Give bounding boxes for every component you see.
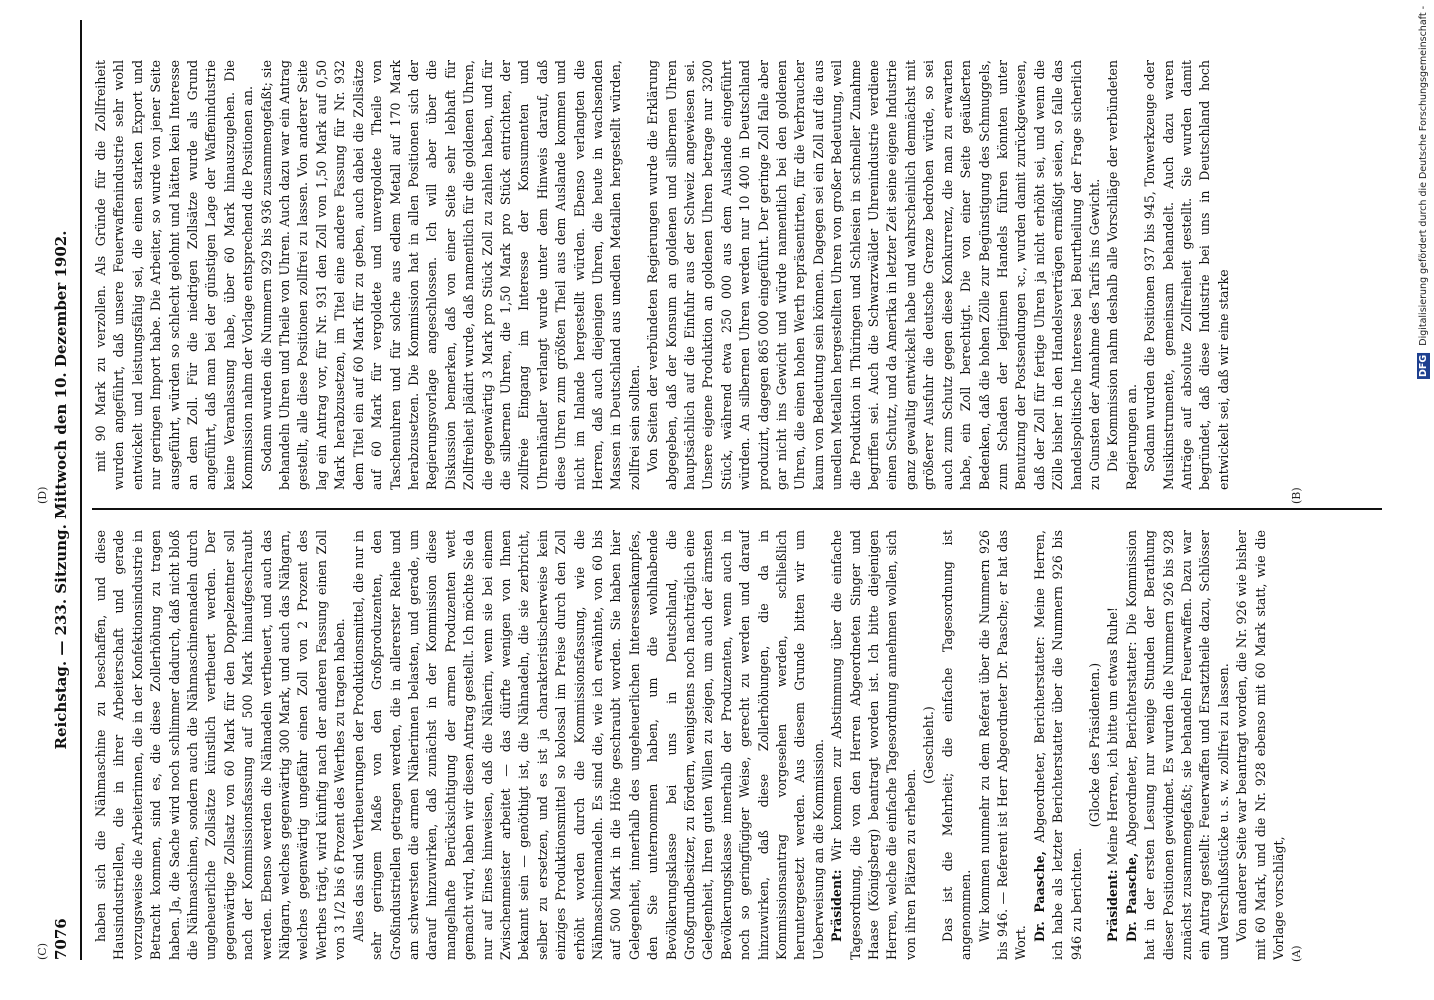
paragraph: Die Kommission nahm deshalb alle Vorschläge der verbündeten Regierungen an. [1105,60,1139,490]
stage-direction: (Glocke des Präsidenten.) [1086,662,1102,828]
dfg-badge: DFG [1418,354,1429,377]
left-column [92,530,1382,960]
paragraph: Von Seiten der verbündeten Regierungen wurde die Erklärung abgegeben, daß der Konsum an goldenen und silbernen Uhren hauptsächlich auf die Einfuhr aus der Schweiz angewiesen sei. Unsere eigene Produktion an goldenen Uhren betrage nur 3200 Stück, während etwa 250 000 aus dem Auslande eingeführt würden. An silbernen Uhren werden nur 10 400 in Deutschland produzirt, dagegen 865 000 eingeführt. Der geringe Zoll falle aber gar nicht ins Gewicht und würde namentlich bei den goldenen Uhren, die einen hohen Werth repräsentirten, für die Verbraucher kaum von Bedeutung sein können. Dagegen sei ein Zoll auf die aus unedlen Metallen hergestellten Uhren von großer Bedeutung, weil die Produktion in Thüringen und Schlesien in schneller Zunahme begriffen sei. Auch die Schwarzwälder Uhrenindustrie verdiene einen Schutz, und da Amerika in letzter Zeit seine eigene Industrie ganz gewaltig entwickelt habe und wahrscheinlich demnächst mit größerer Ausfuhr die deutsche Grenze bedrohen würde, so sei auch zum Schutz gegen diese Konkurrenz, die man zu erwarten habe, ein Zoll berechtigt. Die von einer Seite geäußerten Bedenken, daß die hohen Zölle zur Begünstigung des Schmuggels, zum Schaden der legitimen Handels führen könnten unter Benutzung der Postsendungen ꝛc., wurden damit zurückgewiesen, daß der Zoll für fertige Uhren ja nicht erhöht sei, und wenn die Zölle bisher in den Handelsverträgen ermäßigt seien, so falle das handelspolitische Interesse bei Beurtheilung der Frage sicherlich zu Gunsten der Annahme des Tarifs ins Gewicht. [645,60,1102,490]
paragraph: Wir kommen nunmehr zu dem Referat über die Nummern 926 bis 946. — Referent ist Herr Abgeordneter Dr. Paasche; er hat das Wort. [976,530,1029,960]
digitization-notice [1417,6,1430,379]
margin-marker-d: (D) [36,486,49,504]
margin-marker-c: (C) [36,943,49,960]
margin-marker-b: (B) [1290,487,1303,504]
stage-direction: (Geschieht.) [921,706,937,784]
page-number: 7076 [52,918,70,960]
right-column [92,60,1382,490]
paragraph: haben sich die Nähmaschine zu beschaffen, und diese Hausindustriellen, die in ihrer Arbeiterschaft und gerade vorzugsweise die Arbeiterinnen, die in der Konfektionsindustrie in Betracht kommen, sind es, die diese Zollerhöhung zu tragen haben. Ja, die Sache wird noch schlimmer dadurch, daß nicht bloß die Nähmaschinen, sondern auch die Nähmaschinennadeln durch ungeheuerliche Zollsätze künstlich vertheuert werden. Der gegenwärtige Zollsatz von 60 Mark für den Doppelzentner soll nach der Kommissionsfassung auf 500 Mark hinaufgeschraubt werden. Ebenso werden die Nähnadeln vertheuert, und auch das Nähgarn, welches gegenwärtig 300 Mark, und auch das Nähgarn, welches gegenwärtig ungefähr einen Zoll von 2 Prozent des Werthes trägt, wird künftig nach der anderen Fassung einen Zoll von 3 1/2 bis 6 Prozent des Werthes zu tragen haben. [93,530,348,960]
paragraph: Von anderer Seite war beantragt worden, die Nr. 926 wie bisher mit 60 Mark, und die Nr. 928 ebenso mit 60 Mark statt, wie die Vorlage vorschlägt, [1234,530,1286,960]
speaker-name: Präsident: [829,869,845,942]
running-title: Reichstag. — 233. Sitzung. Mittwoch den 10. Dezember 1902. [52,230,70,750]
paragraph: Sodann wurden die Nummern 929 bis 936 zusammengefaßt; sie behandeln Uhren und Theile von Uhren. Auch dazu war ein Antrag gestellt, alle diese Positionen zollfrei zu lassen. Von anderer Seite lag ein Antrag vor, für Nr. 931 den Zoll von 1,50 Mark auf 0,50 Mark herabzusetzen, im Titel eine andere Fassung für Nr. 932 dem Titel ein auf 60 Mark für zu geben, auch dabei die Zollsätze auf 60 Mark für vergoldete und unvergoldete Theile von Taschenuhren und für solche aus edlem Metall auf 170 Mark herabzusetzen. Die Kommission hat in allen Positionen sich der Regierungsvorlage angeschlossen. Ich will aber über die Diskussion bemerken, daß von einer Seite sehr lebhaft für Zollfreiheit plädirt wurde, daß namentlich für die goldenen Uhren, die gegenwärtig 3 Mark pro Stück Zoll zu zahlen haben, und für die silbernen Uhren, die 1,50 Mark pro Stück entrichten, der zollfreie Eingang im Interesse der Konsumenten und Uhrenhändler verlangt wurde unter dem Hinweis darauf, daß diese Uhren zum größten Theil aus dem Auslande kommen und nicht im Inlande hergestellt würden. Ebenso verlangten die Herren, daß auch diejenigen Uhren, die heute in wachsenden Massen in Deutschland aus unedlen Metallen hergestellt würden, zollfrei sein sollten. [258,60,642,490]
paragraph: Dr. Paasche, Abgeordneter, Berichterstatter: Die Kommission hat in der ersten Lesung nur wenige Stunden der Berathung dieser Positionen gewidmet. Es wurden die Nummern 926 bis 928 zunächst zusammengefaßt; sie behandeln Feuerwaffen. Dazu war ein Antrag gestellt: Feuerwaffen und Ersatztheile dazu, Schlösser und Verschlußstücke u. s. w. zollfrei zu lassen. [1123,530,1231,960]
paragraph: Das ist die Mehrheit; die einfache Tagesordnung ist angenommen. [939,530,974,960]
paragraph: Alles das sind Vertheuerungen der Produktionsmittel, die nur in sehr geringem Maße von den Großproduzenten, den Großindustriellen getragen werden, die in allererster Reihe und am schwersten die armen Näherinnen belasten, und gerade, um darauf hinzuwirken, daß zunächst in der Kommission diese mangelhafte Berücksichtigung der armen Produzenten wett gemacht wird, haben wir diesen Antrag gestellt. Ich möchte Sie da nur auf Eines hinweisen, daß die Näherin, wenn sie bei einem Zwischenmeister arbeitet — das dürfte wenigen von Ihnen bekannt sein — genöthigt ist, die Nähnadeln, die sie zerbricht, selber zu ersetzen, und es ist ja charakteristischerweise kein einziges Produktionsmittel so kolossal im Preise durch den Zoll erhöht worden durch die Kommissionsfassung, wie die Nähmaschinennadeln. Es sind die, wie ich erwähnte, von 60 bis auf 500 Mark in die Höhe geschraubt worden. Sie haben hier Gelegenheit, innerhalb des ungeheuerlichen Interessenkampfes, den Sie unternommen haben, um die wohlhabende Bevölkerungsklasse bei uns in Deutschland, die Großgrundbesitzer, zu fördern, wenigstens noch nachträglich eine Gelegenheit, Ihren guten Willen zu zeigen, um auch der ärmsten Bevölkerungsklasse innerhalb der Produzenten, wenn auch in noch so geringfügiger Weise, gerecht zu werden und darauf hinzuwirken, daß diese Zollerhöhungen, die da in Kommissionsantrag vorgesehen werden, schließlich heruntergesetzt werden. Aus diesem Grunde bitten wir um Ueberweisung an die Kommission. [350,530,826,960]
paragraph: mit 90 Mark zu verzollen. Als Gründe für die Zollfreiheit wurden angeführt, daß unsere Feuerwaffenindustrie sehr wohl entwickelt und leistungsfähig sei, die einen starken Export und nur geringen Import habe. Die Arbeiter, so wurde von jener Seite ausgeführt, würden so schlecht gelohnt und hätten kein Interesse an dem Zoll. Für die niedrigen Zollsätze wurde als Grund angeführt, daß man bei der günstigen Lage der Waffenindustrie keine Veranlassung habe, über 60 Mark hinauszugehen. Die Kommission nahm der Vorlage entsprechend die Positionen an. [93,60,256,490]
speaker-name: Präsident: [1105,869,1121,942]
paragraph: Präsident: Meine Herren, ich bitte um etwas Ruhe! [1105,607,1121,942]
speaker-name: Dr. Paasche, [1123,852,1139,942]
speaker-name: Dr. Paasche, [1031,850,1047,942]
paragraph: Präsident: Wir kommen zur Abstimmung über die einfache Tagesordnung, die von den Herren Abgeordneten Singer und Haase (Königsberg) beantragt worden ist. Ich bitte diejenigen Herren, welche die einfache Tagesordnung annehmen wollen, sich von ihren Plätzen zu erheben. [829,530,918,960]
margin-marker-a: (A) [1290,945,1303,962]
rotated-page [36,20,1400,962]
paragraph: Dr. Paasche, Abgeordneter, Berichterstatter: Meine Herren, ich habe als letzter Berichterstatter über die Nummern 926 bis 946 zu berichten. [1031,530,1084,960]
paragraph: Sodann wurden die Positionen 937 bis 945, Tonwerkzeuge oder Musikinstrumente, gemeinsam behandelt. Auch dazu waren Anträge auf absolute Zollfreiheit gestellt. Sie wurden damit begründet, daß diese Industrie bei uns in Deutschland hoch entwickelt sei, daß wir eine starke [1142,60,1231,490]
column-divider [92,508,1382,510]
digitization-notice-text: Digitalisierung gefördert durch die Deutsche Forschungsgemeinschaft - [1418,6,1429,346]
